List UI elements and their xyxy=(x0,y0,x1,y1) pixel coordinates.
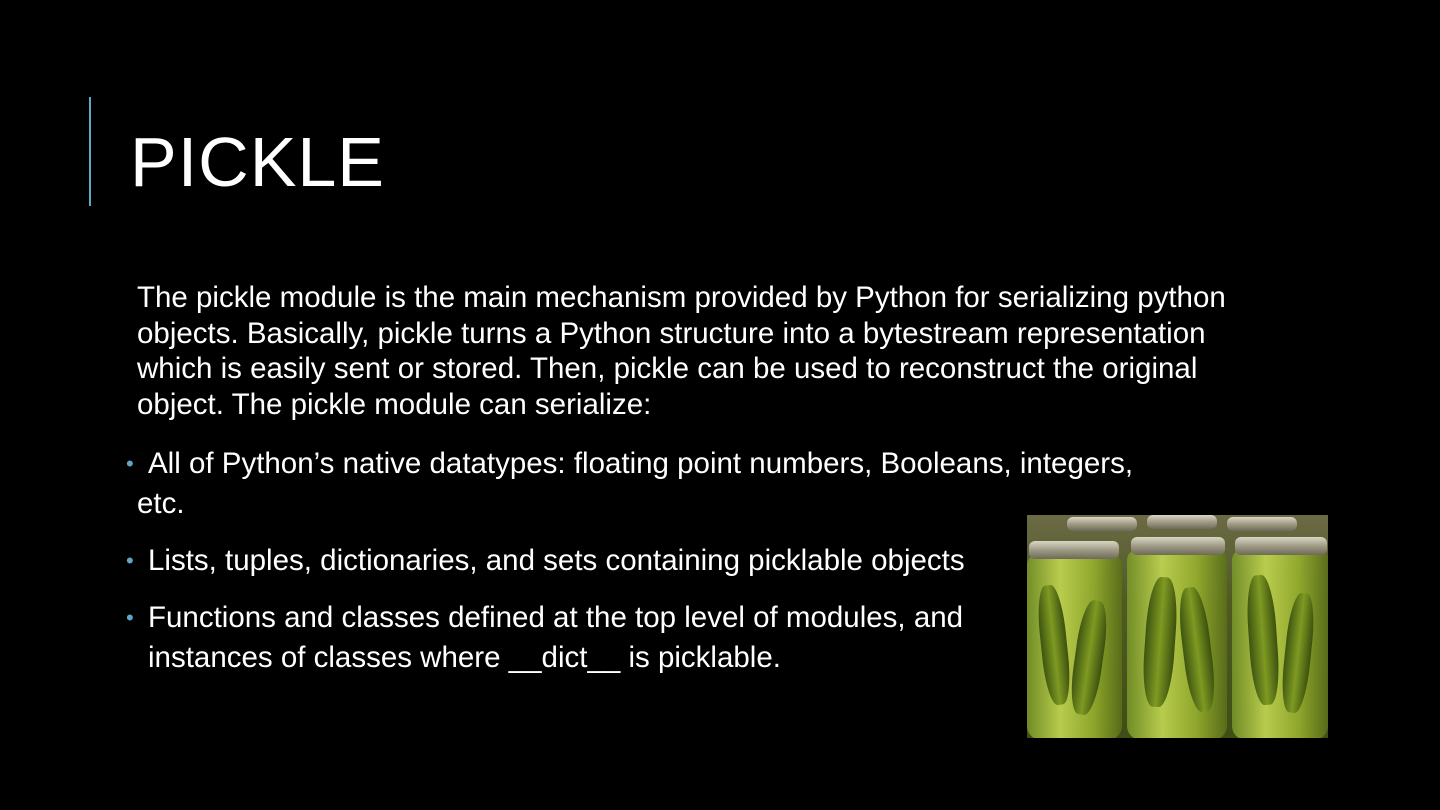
pickle-jar xyxy=(1127,550,1227,738)
slide-title: PICKLE xyxy=(130,123,385,201)
bullet-text: Lists, tuples, dictionaries, and sets containing picklable objects xyxy=(148,544,965,577)
bullet-icon: • xyxy=(126,548,134,573)
title-accent-bar xyxy=(89,97,91,206)
bullet-text-continued: etc. xyxy=(137,487,185,520)
jar-lid xyxy=(1029,541,1119,559)
bullet-text: Functions and classes defined at the top level of modules, and xyxy=(148,601,964,634)
bullet-icon: • xyxy=(126,451,134,476)
pickle-jars-photo xyxy=(1027,515,1328,738)
jar-lid xyxy=(1235,537,1327,555)
jar-lid xyxy=(1067,517,1137,531)
jar-lid xyxy=(1227,517,1297,531)
bullet-text-continued: instances of classes where __dict__ is picklable. xyxy=(148,641,781,674)
bullet-icon: • xyxy=(126,605,134,630)
pickle-jar xyxy=(1232,550,1328,738)
jar-lid xyxy=(1147,515,1217,529)
intro-paragraph: The pickle module is the main mechanism provided by Python for serializing python objects. Basically, pickle turns a Python structure into a bytestream representation which is easily sent or stored. Then, pickle can be used to reconstruct the original object. The pickle module can serialize: xyxy=(137,281,1226,421)
bullet-item-datatypes xyxy=(126,444,1246,524)
bullet-text: All of Python’s native datatypes: floating point numbers, Booleans, integers, xyxy=(148,447,1134,480)
jar-lid xyxy=(1131,537,1225,555)
